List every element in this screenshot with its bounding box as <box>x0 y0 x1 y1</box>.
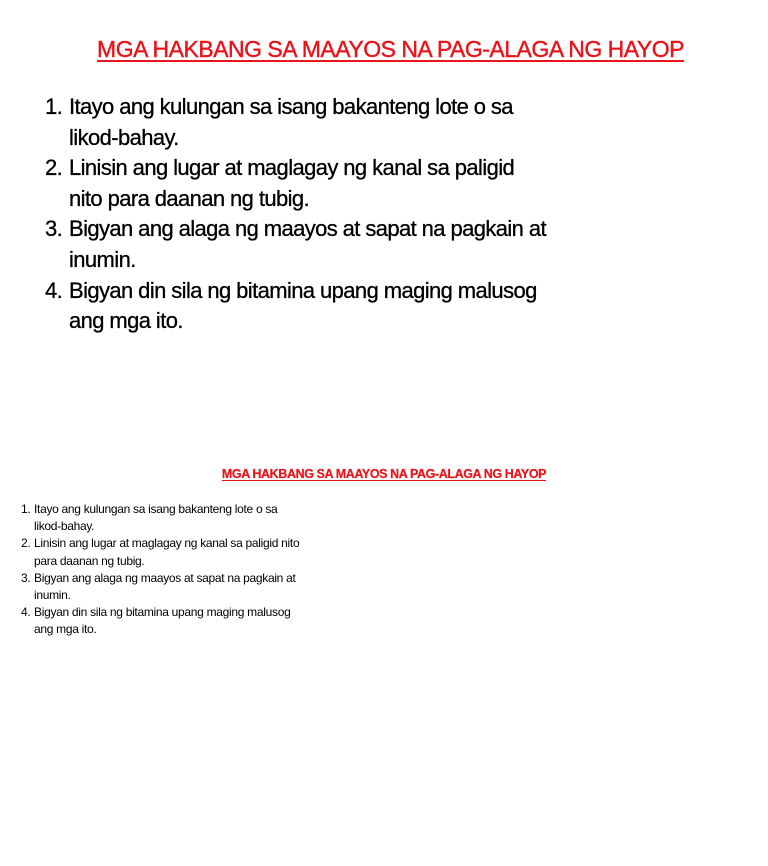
step-text: Linisin ang lugar at maglagay ng kanal sa paligid nito para daanan ng tubig. <box>34 536 300 568</box>
step-number: 1. <box>45 94 63 119</box>
document-small <box>0 464 768 639</box>
step-text: Linisin ang lugar at maglagay ng kanal sa paligid nito para daanan ng tubig. <box>69 155 515 211</box>
step-number: 3. <box>45 216 63 242</box>
step-number: 1. <box>21 502 31 516</box>
step-number: 4. <box>45 277 63 303</box>
document-title: MGA HAKBANG SA MAAYOS NA PAG-ALAGA NG HAYOP <box>97 36 684 62</box>
step-number: 4. <box>21 605 31 620</box>
step-number: 2. <box>45 155 63 181</box>
list-item <box>0 92 549 153</box>
step-number: 3. <box>21 570 31 585</box>
document-title-small: MGA HAKBANG SA MAAYOS NA PAG-ALAGA NG HAYOP <box>221 467 547 481</box>
list-item <box>0 501 304 535</box>
list-item <box>0 535 304 569</box>
steps-list <box>0 92 768 337</box>
step-text: Bigyan ang alaga ng maayos at sapat na pagkain at inumin. <box>34 570 296 603</box>
list-item <box>0 604 304 638</box>
steps-list-small <box>0 501 768 639</box>
document-large <box>0 34 768 337</box>
list-item <box>0 276 549 337</box>
step-text: Bigyan din sila ng bitamina upang maging malusog ang mga ito. <box>69 277 537 334</box>
list-item <box>0 570 304 604</box>
step-text: Itayo ang kulungan sa isang bakanteng lote o sa likod-bahay. <box>69 94 513 150</box>
step-number: 2. <box>21 536 31 551</box>
step-text: Itayo ang kulungan sa isang bakanteng lote o sa likod-bahay. <box>34 502 278 534</box>
step-text: Bigyan din sila ng bitamina upang maging malusog ang mga ito. <box>34 605 291 637</box>
list-item <box>0 214 549 275</box>
list-item <box>0 153 549 214</box>
step-text: Bigyan ang alaga ng maayos at sapat na pagkain at inumin. <box>69 216 546 272</box>
